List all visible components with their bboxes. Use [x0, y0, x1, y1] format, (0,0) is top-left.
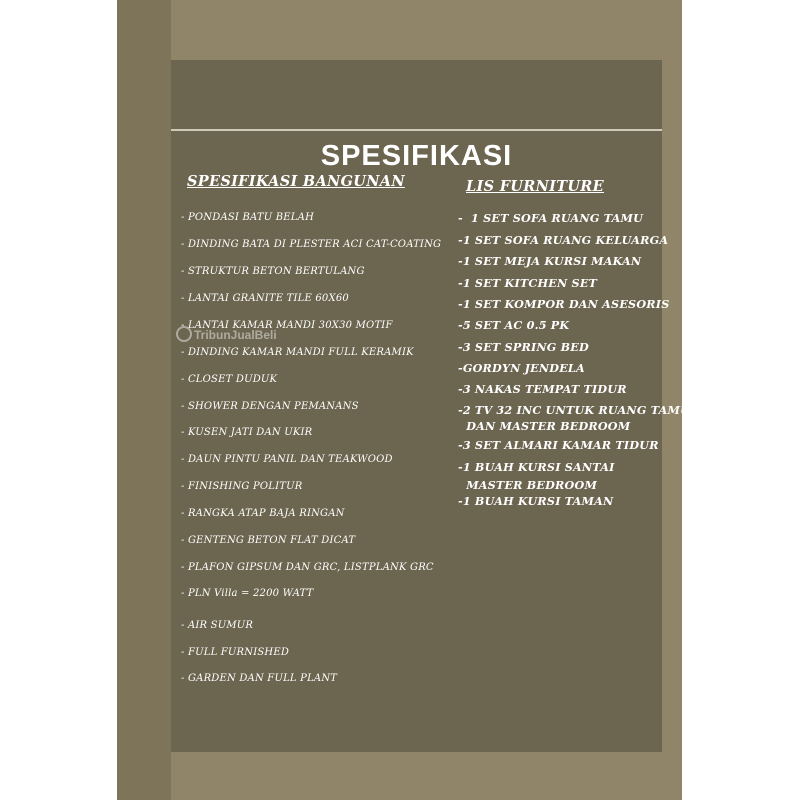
- furniture-item: -5 SET AC 0.5 PK: [458, 318, 570, 332]
- furniture-item: -1 SET MEJA KURSI MAKAN: [458, 254, 642, 268]
- furniture-item: -3 SET ALMARI KAMAR TIDUR: [458, 438, 659, 452]
- building-spec-item: - CLOSET DUDUK: [181, 374, 278, 385]
- building-spec-item: - STRUKTUR BETON BERTULANG: [181, 266, 365, 277]
- building-spec-item: - FINISHING POLITUR: [181, 481, 303, 492]
- furniture-list-heading: LIS FURNITURE: [466, 178, 604, 195]
- building-spec-item: - RANGKA ATAP BAJA RINGAN: [181, 508, 345, 519]
- building-spec-item: - FULL FURNISHED: [181, 647, 290, 658]
- watermark: [176, 326, 277, 342]
- furniture-item: -3 SET SPRING BED: [458, 340, 589, 354]
- watermark-text: TribunJualBeli: [194, 328, 277, 342]
- furniture-item: DAN MASTER BEDROOM: [458, 419, 631, 433]
- side-strip: [117, 0, 171, 800]
- building-spec-item: - DINDING BATA DI PLESTER ACI CAT-COATING: [181, 239, 442, 250]
- building-spec-item: - GARDEN DAN FULL PLANT: [181, 673, 338, 684]
- building-spec-item: - DINDING KAMAR MANDI FULL KERAMIK: [181, 347, 414, 358]
- building-spec-item: - PLN Villa = 2200 WATT: [181, 588, 314, 599]
- building-spec-item: - PLAFON GIPSUM DAN GRC, LISTPLANK GRC: [181, 562, 434, 573]
- building-spec-item: - LANTAI KAMAR MANDI 30X30 MOTIF: [181, 320, 393, 331]
- building-spec-item: - LANTAI GRANITE TILE 60X60: [181, 293, 349, 304]
- title-divider: [171, 129, 662, 131]
- furniture-item: - 1 SET SOFA RUANG TAMU: [458, 211, 644, 225]
- building-spec-item: - AIR SUMUR: [181, 620, 254, 631]
- building-spec-heading: SPESIFIKASI BANGUNAN: [187, 173, 405, 190]
- spec-panel: [171, 60, 691, 752]
- furniture-item: MASTER BEDROOM: [458, 478, 598, 492]
- furniture-item: -1 SET KOMPOR DAN ASESORIS: [458, 297, 670, 311]
- building-spec-item: - SHOWER DENGAN PEMANANS: [181, 401, 359, 412]
- watermark-logo-icon: [176, 326, 192, 342]
- furniture-item: -2 TV 32 INC UNTUK RUANG TAMU: [458, 403, 691, 417]
- furniture-item: -GORDYN JENDELA: [458, 361, 585, 375]
- building-spec-item: - PONDASI BATU BELAH: [181, 212, 314, 223]
- building-spec-item: - DAUN PINTU PANIL DAN TEAKWOOD: [181, 454, 393, 465]
- building-spec-item: - GENTENG BETON FLAT DICAT: [181, 535, 356, 546]
- furniture-item: -1 SET KITCHEN SET: [458, 276, 598, 290]
- furniture-item: -1 BUAH KURSI SANTAI: [458, 460, 615, 474]
- page-title: SPESIFIKASI: [320, 140, 513, 172]
- furniture-item: -3 NAKAS TEMPAT TIDUR: [458, 382, 627, 396]
- furniture-item: -1 BUAH KURSI TAMAN: [458, 494, 614, 508]
- building-spec-item: - KUSEN JATI DAN UKIR: [181, 427, 313, 438]
- furniture-item: -1 SET SOFA RUANG KELUARGA: [458, 233, 669, 247]
